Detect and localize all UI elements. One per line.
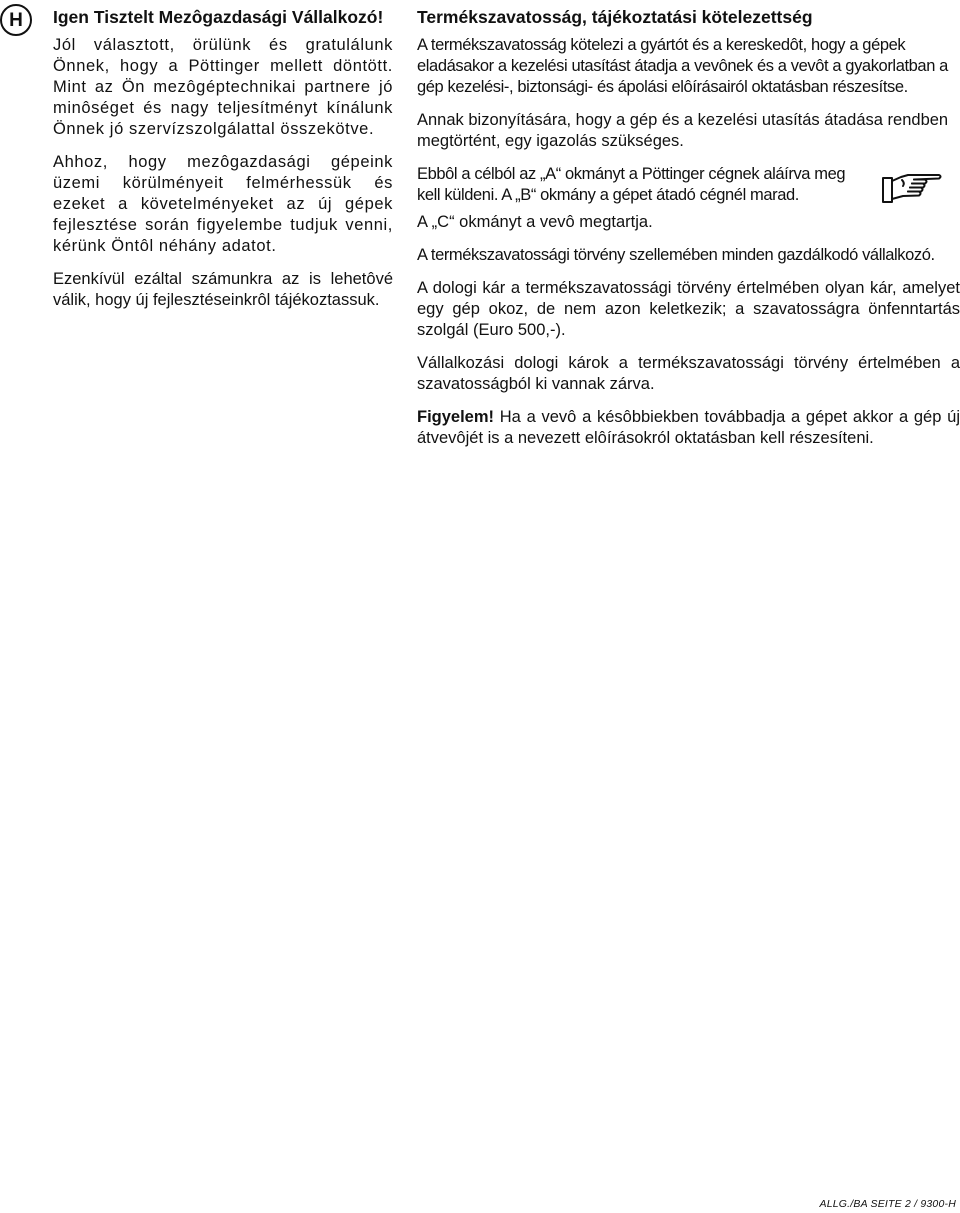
- page-footer: ALLG./BA SEITE 2 / 9300-H: [819, 1198, 956, 1210]
- right-column: [417, 6, 960, 461]
- pointing-hand-icon: [881, 172, 943, 206]
- property-damage-paragraph: A dologi kár a termékszavatossági törvény értelmében olyan kár, amelyet egy gép okoz, de nem azon keletkezik; a szavatosságra önfenntartás szolgál (Euro 500,-).: [417, 279, 960, 339]
- law-spirit-paragraph: A termékszavatossági törvény szellemében minden gazdálkodó vállalkozó.: [417, 246, 935, 264]
- exclusion-paragraph: Vállalkozási dologi károk a termékszavatossági törvény értelmében a szavatosságból ki vannak zárva.: [417, 354, 960, 393]
- warning-label: Figyelem!: [417, 408, 495, 426]
- warning-paragraph: [417, 407, 960, 449]
- language-badge: H: [0, 4, 32, 36]
- proof-paragraph: Annak bizonyítására, hogy a gép és a kezelési utasítás átadása rendben megtörtént, egy igazolás szükséges.: [417, 111, 949, 150]
- document-a-b-row: [417, 164, 960, 206]
- warning-text: Ha a vevô a késôbbiekben továbbadja a gépet akkor a gép új átvevôjét is a nevezett elôírásokról oktatásban kell részesíteni.: [417, 408, 960, 447]
- product-liability-heading: Termékszavatosság, tájékoztatási kötelezettség: [417, 7, 813, 27]
- data-request-paragraph: Ahhoz, hogy mezôgazdasági gépeink üzemi körülményeit felmérhessük és ezeket a követelményeket az új gépek fejlesztése során figyelembe tudjuk venni, kérünk Öntôl néhány adatot.: [53, 153, 393, 255]
- document-c-paragraph: A „C“ okmányt a vevô megtartja.: [417, 213, 653, 231]
- left-column: [53, 6, 393, 323]
- greeting-heading: Igen Tisztelt Mezôgazdasági Vállalkozó!: [53, 7, 384, 27]
- document-a-b-paragraph: Ebbôl a célból az „A“ okmányt a Pöttinger cégnek aláírva meg kell küldeni. A „B“ okmány a gépet átadó cégnél marad.: [417, 165, 846, 204]
- intro-paragraph: Jól választott, örülünk és gratulálunk Önnek, hogy a Pöttinger mellett döntött. Mint az Ön mezôgéptechnikai partnere jó minôséget és nagy teljesítményt kínálunk Önnek jó szervízszolgálattal összekötve.: [53, 36, 393, 138]
- development-info-paragraph: Ezenkívül ezáltal számunkra az is lehetôvé válik, hogy új fejlesztéseinkrôl tájékoztassuk.: [53, 270, 393, 309]
- liability-paragraph: A termékszavatosság kötelezi a gyártót és a kereskedôt, hogy a gépek eladásakor a kezelési utasítást átadja a vevônek és a vevôt a gyakorlatban a gép kezelési-, biztonsági- és ápolási elôírásairól oktatásban részesítse.: [417, 36, 948, 96]
